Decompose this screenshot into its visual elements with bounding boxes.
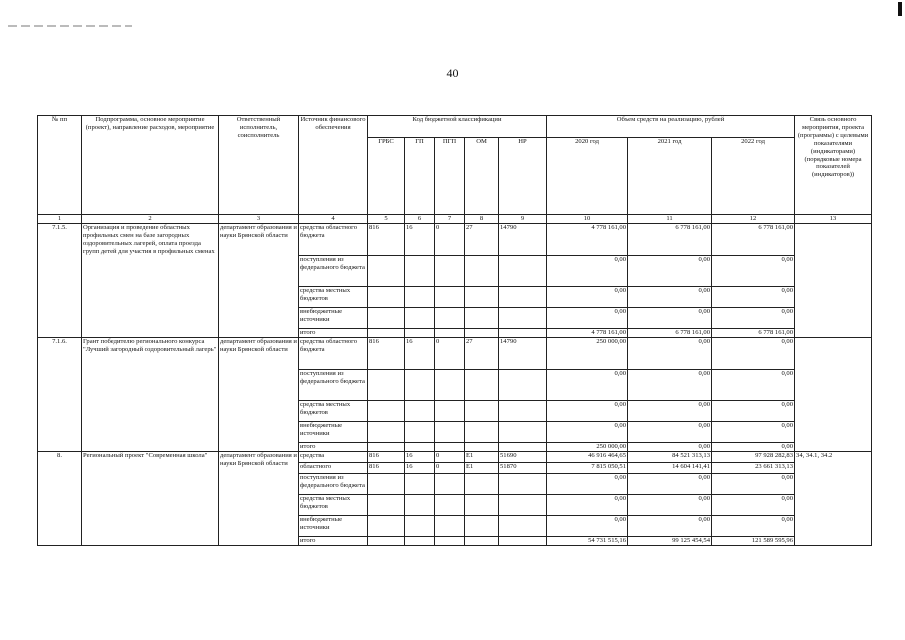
amount-2021: 84 521 313,13 — [628, 451, 712, 462]
amount-2021: 0,00 — [628, 255, 712, 286]
row-number: 7.1.6. — [38, 337, 82, 451]
amount-2022: 0,00 — [712, 255, 795, 286]
code-gp — [405, 421, 435, 442]
header-year-col: 2020 год — [547, 138, 628, 215]
code-gp — [405, 307, 435, 328]
amount-2020: 0,00 — [547, 494, 628, 515]
code-om: E1 — [465, 462, 499, 473]
code-om — [465, 421, 499, 442]
amount-2022: 0,00 — [712, 400, 795, 421]
code-gp — [405, 494, 435, 515]
total-code-cell — [499, 442, 547, 451]
indicator-link — [795, 337, 872, 451]
amount-2022: 6 778 161,00 — [712, 223, 795, 255]
page-number: 40 — [446, 66, 459, 80]
code-gp: 16 — [405, 462, 435, 473]
column-number: 8 — [465, 215, 499, 224]
code-om — [465, 369, 499, 400]
code-pgp — [435, 307, 465, 328]
code-gp: 16 — [405, 223, 435, 255]
code-pgp: 0 — [435, 337, 465, 369]
indicator-link — [795, 223, 872, 337]
code-gp: 16 — [405, 337, 435, 369]
amount-2021: 6 778 161,00 — [628, 223, 712, 255]
code-nr: 51690 — [499, 451, 547, 462]
total-code-cell — [465, 536, 499, 545]
total-2020: 4 778 161,00 — [547, 328, 628, 337]
code-nr — [499, 421, 547, 442]
total-code-cell — [465, 442, 499, 451]
total-label: итого — [299, 442, 368, 451]
table-row — [38, 223, 872, 255]
code-om: 27 — [465, 223, 499, 255]
code-om — [465, 494, 499, 515]
amount-2022: 0,00 — [712, 307, 795, 328]
total-label: итого — [299, 328, 368, 337]
total-code-cell — [405, 536, 435, 545]
total-2022: 0,00 — [712, 442, 795, 451]
total-code-cell — [368, 442, 405, 451]
amount-2021: 0,00 — [628, 421, 712, 442]
funding-source: средства местных бюджетов — [299, 286, 368, 307]
amount-2021: 0,00 — [628, 515, 712, 536]
code-pgp — [435, 255, 465, 286]
code-nr — [499, 473, 547, 494]
amount-2020: 7 815 050,51 — [547, 462, 628, 473]
code-grbs — [368, 400, 405, 421]
code-gp — [405, 286, 435, 307]
table-row — [38, 337, 872, 369]
total-2022: 6 778 161,00 — [712, 328, 795, 337]
column-number-row — [38, 215, 872, 224]
code-nr — [499, 369, 547, 400]
amount-2020: 0,00 — [547, 515, 628, 536]
total-label: итого — [299, 536, 368, 545]
total-2021: 99 125 454,54 — [628, 536, 712, 545]
header-volume-group: Объем средств на реализацию, рублей — [547, 116, 795, 138]
code-pgp — [435, 473, 465, 494]
column-number: 10 — [547, 215, 628, 224]
activity-name: Грант победителю регионального конкурса "Лучший загородный оздоровительный лагерь" — [82, 337, 219, 451]
budget-table-body — [38, 223, 872, 545]
code-grbs: 816 — [368, 223, 405, 255]
total-code-cell — [405, 328, 435, 337]
funding-source: внебюджетные источники — [299, 421, 368, 442]
column-number: 3 — [219, 215, 299, 224]
column-number: 6 — [405, 215, 435, 224]
amount-2020: 0,00 — [547, 369, 628, 400]
code-om: 27 — [465, 337, 499, 369]
amount-2021: 0,00 — [628, 307, 712, 328]
total-2021: 6 778 161,00 — [628, 328, 712, 337]
code-om — [465, 255, 499, 286]
funding-source: внебюджетные источники — [299, 307, 368, 328]
code-om — [465, 515, 499, 536]
total-code-cell — [435, 442, 465, 451]
header-responsible: Ответственный исполнитель, соисполнитель — [219, 116, 299, 215]
code-pgp: 0 — [435, 223, 465, 255]
code-pgp — [435, 369, 465, 400]
code-pgp: 0 — [435, 462, 465, 473]
amount-2022: 97 928 282,83 — [712, 451, 795, 462]
amount-2020: 0,00 — [547, 307, 628, 328]
funding-source: средства местных бюджетов — [299, 400, 368, 421]
code-pgp — [435, 515, 465, 536]
code-nr — [499, 400, 547, 421]
total-code-cell — [465, 328, 499, 337]
code-om — [465, 400, 499, 421]
code-grbs — [368, 369, 405, 400]
header-year-col: 2021 год — [628, 138, 712, 215]
amount-2021: 0,00 — [628, 473, 712, 494]
row-number: 8. — [38, 451, 82, 545]
amount-2021: 0,00 — [628, 286, 712, 307]
header-year-col: 2022 год — [712, 138, 795, 215]
funding-source: поступления из федерального бюджета — [299, 255, 368, 286]
amount-2022: 0,00 — [712, 494, 795, 515]
code-grbs — [368, 307, 405, 328]
total-code-cell — [405, 442, 435, 451]
code-gp — [405, 400, 435, 421]
indicator-link: 34, 34.1, 34.2 — [795, 451, 872, 545]
column-number: 2 — [82, 215, 219, 224]
code-grbs — [368, 421, 405, 442]
column-number: 13 — [795, 215, 872, 224]
code-gp — [405, 369, 435, 400]
code-nr — [499, 307, 547, 328]
column-number: 9 — [499, 215, 547, 224]
code-pgp — [435, 421, 465, 442]
funding-source: поступления из федерального бюджета — [299, 369, 368, 400]
scan-artifact-marks — [8, 25, 132, 27]
column-number: 12 — [712, 215, 795, 224]
amount-2020: 0,00 — [547, 400, 628, 421]
total-code-cell — [499, 328, 547, 337]
amount-2022: 0,00 — [712, 337, 795, 369]
column-number: 7 — [435, 215, 465, 224]
code-gp — [405, 255, 435, 286]
code-nr — [499, 286, 547, 307]
code-grbs — [368, 473, 405, 494]
code-om: E1 — [465, 451, 499, 462]
header-code-col: НР — [499, 138, 547, 215]
responsible-executor: департамент образования и науки Брянской области — [219, 223, 299, 337]
amount-2021: 0,00 — [628, 400, 712, 421]
amount-2021: 14 604 141,41 — [628, 462, 712, 473]
amount-2022: 0,00 — [712, 473, 795, 494]
column-number: 11 — [628, 215, 712, 224]
header-link: Связь основного мероприятия, проекта (программы) с целевыми показателями (индикаторами) (порядковые номера показателей (индикаторов)) — [795, 116, 872, 215]
column-number: 4 — [299, 215, 368, 224]
total-code-cell — [499, 536, 547, 545]
funding-source: средства — [299, 451, 368, 462]
amount-2020: 0,00 — [547, 255, 628, 286]
code-gp — [405, 473, 435, 494]
funding-source: внебюджетные источники — [299, 515, 368, 536]
code-nr: 14790 — [499, 223, 547, 255]
amount-2020: 4 778 161,00 — [547, 223, 628, 255]
code-pgp — [435, 286, 465, 307]
code-nr — [499, 515, 547, 536]
table-row — [38, 451, 872, 462]
total-2020: 54 731 515,16 — [547, 536, 628, 545]
amount-2020: 0,00 — [547, 473, 628, 494]
total-code-cell — [368, 536, 405, 545]
funding-source: областного — [299, 462, 368, 473]
total-code-cell — [368, 328, 405, 337]
header-code-col: ГРБС — [368, 138, 405, 215]
amount-2021: 0,00 — [628, 369, 712, 400]
header-source: Источник финансового обеспечения — [299, 116, 368, 215]
funding-source: средства местных бюджетов — [299, 494, 368, 515]
code-grbs — [368, 255, 405, 286]
total-code-cell — [435, 328, 465, 337]
code-pgp — [435, 400, 465, 421]
amount-2022: 0,00 — [712, 421, 795, 442]
code-grbs — [368, 494, 405, 515]
code-gp — [405, 515, 435, 536]
total-2022: 121 589 595,96 — [712, 536, 795, 545]
scan-edge-mark — [898, 2, 902, 16]
funding-source: средства областного бюджета — [299, 337, 368, 369]
responsible-executor: департамент образования и науки Брянской области — [219, 337, 299, 451]
row-number: 7.1.5. — [38, 223, 82, 337]
amount-2020: 250 000,00 — [547, 337, 628, 369]
code-grbs — [368, 286, 405, 307]
amount-2022: 0,00 — [712, 286, 795, 307]
code-nr: 14790 — [499, 337, 547, 369]
code-grbs — [368, 515, 405, 536]
funding-source: средства областного бюджета — [299, 223, 368, 255]
amount-2021: 0,00 — [628, 337, 712, 369]
code-nr — [499, 494, 547, 515]
total-2020: 250 000,00 — [547, 442, 628, 451]
code-nr — [499, 255, 547, 286]
code-grbs: 816 — [368, 451, 405, 462]
amount-2021: 0,00 — [628, 494, 712, 515]
activity-name: Региональный проект "Современная школа" — [82, 451, 219, 545]
code-grbs: 816 — [368, 462, 405, 473]
code-gp: 16 — [405, 451, 435, 462]
header-code-group: Код бюджетной классификации — [368, 116, 547, 138]
amount-2020: 0,00 — [547, 286, 628, 307]
code-pgp — [435, 494, 465, 515]
code-grbs: 816 — [368, 337, 405, 369]
activity-name: Организация и проведение областных профильных смен на базе загородных оздоровительных лагерей, оплата проезда групп детей для участия в профильных сменах — [82, 223, 219, 337]
amount-2022: 0,00 — [712, 369, 795, 400]
column-number: 5 — [368, 215, 405, 224]
code-nr: 51870 — [499, 462, 547, 473]
code-om — [465, 473, 499, 494]
budget-table — [37, 115, 872, 546]
header-code-col: ОМ — [465, 138, 499, 215]
code-pgp: 0 — [435, 451, 465, 462]
column-number: 1 — [38, 215, 82, 224]
code-om — [465, 307, 499, 328]
header-num: № пп — [38, 116, 82, 215]
total-2021: 0,00 — [628, 442, 712, 451]
total-code-cell — [435, 536, 465, 545]
amount-2020: 0,00 — [547, 421, 628, 442]
responsible-executor: департамент образования и науки Брянской области — [219, 451, 299, 545]
amount-2020: 46 916 464,65 — [547, 451, 628, 462]
amount-2022: 0,00 — [712, 515, 795, 536]
header-code-col: ГП — [405, 138, 435, 215]
code-om — [465, 286, 499, 307]
funding-source: поступления из федерального бюджета — [299, 473, 368, 494]
header-program: Подпрограмма, основное мероприятие (проект), направление расходов, мероприятие — [82, 116, 219, 215]
header-row-1 — [38, 116, 872, 138]
header-code-col: ПГП — [435, 138, 465, 215]
amount-2022: 23 661 313,13 — [712, 462, 795, 473]
